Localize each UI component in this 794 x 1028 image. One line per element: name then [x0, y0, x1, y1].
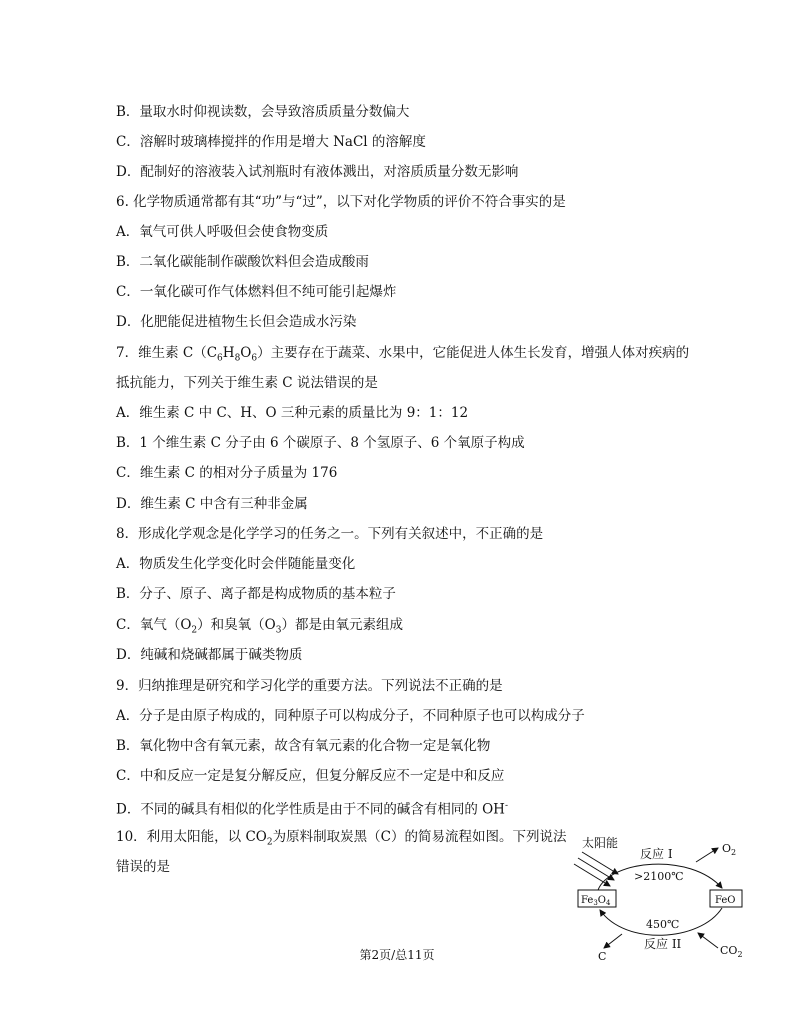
temp-2-label: 450℃ — [646, 918, 680, 931]
q8-option-d: D．纯碱和烧碱都属于碱类物质 — [116, 647, 303, 663]
feo-label: FeO — [715, 895, 736, 906]
reaction-1-label: 反应 I — [640, 847, 673, 861]
q5-option-b: B．量取水时仰视读数，会导致溶质质量分数偏大 — [116, 104, 410, 120]
q6-option-c: C．一氧化碳可作气体燃料但不纯可能引起爆炸 — [116, 284, 397, 300]
co2-label: $CO_2$ — [720, 944, 743, 959]
c-label: C — [598, 950, 607, 962]
q5-option-c: C．溶解时玻璃棒搅拌的作用是增大 NaCl 的溶解度 — [116, 134, 426, 150]
sun-arrow-1 — [582, 852, 618, 874]
q8-option-c: C．氧气$(O_2)$和臭氧$(O_3)$都是由氧元素组成 — [116, 617, 403, 636]
q6-option-a: A．氧气可供人呼吸但会使食物变质 — [116, 224, 329, 240]
solar-carbon-cycle-diagram — [570, 830, 750, 962]
reaction-2-label: 反应 II — [644, 937, 682, 951]
q8-stem: 8．形成化学观念是化学学习的任务之一。下列有关叙述中，不正确的是 — [116, 526, 544, 542]
q7-option-b: B．1 个维生素 C 分子由 6 个碳原子、8 个氢原子、6 个氧原子构成 — [116, 435, 525, 451]
q7-stem-line1: 7．维生素 $C(C_6H_8O_6)$主要存在于蔬菜、水果中，它能促进人体生长发育，增强人体对疾病的 — [116, 345, 690, 364]
fe3o4-label: $Fe_3O_4$ — [581, 895, 611, 907]
q9-option-a: A．分子是由原子构成的，同种原子可以构成分子，不同种原子也可以构成分子 — [116, 708, 585, 724]
q10-stem-line2: 错误的是 — [116, 859, 170, 875]
q9-stem: 9．归纳推理是研究和学习化学的重要方法。下列说法不正确的是 — [116, 678, 503, 694]
q7-option-c: C．维生素 C 的相对分子质量为 176 — [116, 465, 338, 481]
q6-stem: 6. 化学物质通常都有其“功”与“过”，以下对化学物质的评价不符合事实的是 — [116, 194, 566, 210]
q7-stem-line2: 抵抗能力，下列关于维生素 C 说法错误的是 — [116, 375, 378, 391]
temp-1-label: >2100℃ — [634, 870, 684, 883]
q5-option-d: D．配制好的溶液装入试剂瓶时有液体溅出，对溶质质量分数无影响 — [116, 164, 519, 180]
q10-stem-line1: 10．利用太阳能，以 $CO_2$为原料制取炭黑（C）的简易流程如图。下列说法 — [116, 829, 567, 848]
q8-option-b: B．分子、原子、离子都是构成物质的基本粒子 — [116, 586, 396, 602]
solar-energy-label: 太阳能 — [582, 836, 619, 850]
q9-option-b: B．氧化物中含有氧元素，故含有氧元素的化合物一定是氧化物 — [116, 738, 491, 754]
sun-arrow-3 — [574, 864, 610, 886]
o2-label: $O_2$ — [722, 842, 737, 857]
q6-option-b: B．二氧化碳能制作碳酸饮料但会造成酸雨 — [116, 254, 369, 270]
q7-option-d: D．维生素 C 中含有三种非金属 — [116, 496, 308, 512]
o2-arrow — [696, 848, 718, 862]
page-footer: 第2页/总11页 — [359, 948, 435, 962]
q9-option-d: D．不同的碱具有相似的化学性质是由于不同的碱含有相同的 OH- — [116, 801, 509, 818]
q7-option-a: A．维生素 C 中 C、H、O 三种元素的质量比为 9：1：12 — [116, 405, 469, 421]
q8-option-a: A．物质发生化学变化时会伴随能量变化 — [116, 556, 356, 572]
q6-option-d: D．化肥能促进植物生长但会造成水污染 — [116, 314, 357, 330]
q9-option-c: C．中和反应一定是复分解反应，但复分解反应不一定是中和反应 — [116, 768, 505, 784]
